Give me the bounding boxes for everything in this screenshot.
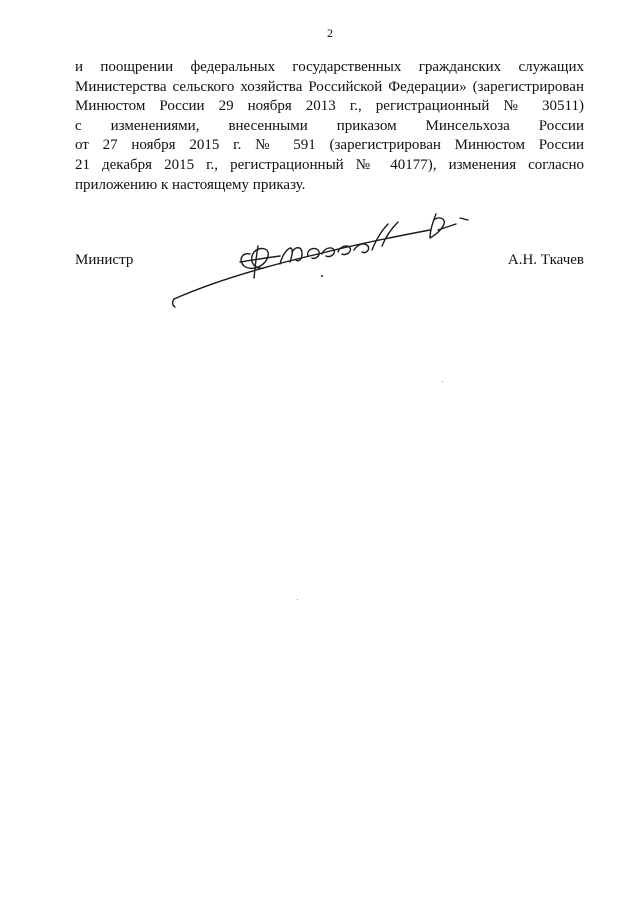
signatory-name: А.Н. Ткачев bbox=[507, 252, 584, 268]
body-line-2: Министерства сельского хозяйства Российской Федерации» (зарегистрирован bbox=[75, 78, 584, 95]
body-line-6: 21 декабря 2015 г., регистрационный № 40177), изменения согласно bbox=[75, 156, 584, 173]
body-line-5: от 27 ноября 2015 г. № 591 (зарегистрирован Минюстом России bbox=[75, 137, 584, 154]
page-number: 2 bbox=[327, 26, 333, 40]
body-line-1: и поощрении федеральных государственных гражданских служащих bbox=[75, 59, 584, 75]
body-text bbox=[75, 58, 584, 195]
scan-speck bbox=[442, 381, 443, 382]
handwritten-signature bbox=[168, 206, 478, 316]
body-line-7: приложению к настоящему приказу. bbox=[75, 176, 306, 193]
scan-speck bbox=[297, 599, 298, 600]
body-line-4: с изменениями, внесенными приказом Минсельхоза России bbox=[75, 117, 584, 134]
signatory-title: Министр bbox=[75, 252, 134, 268]
body-line-3: Минюстом России 29 ноября 2013 г., регистрационный № 30511) bbox=[75, 98, 584, 115]
